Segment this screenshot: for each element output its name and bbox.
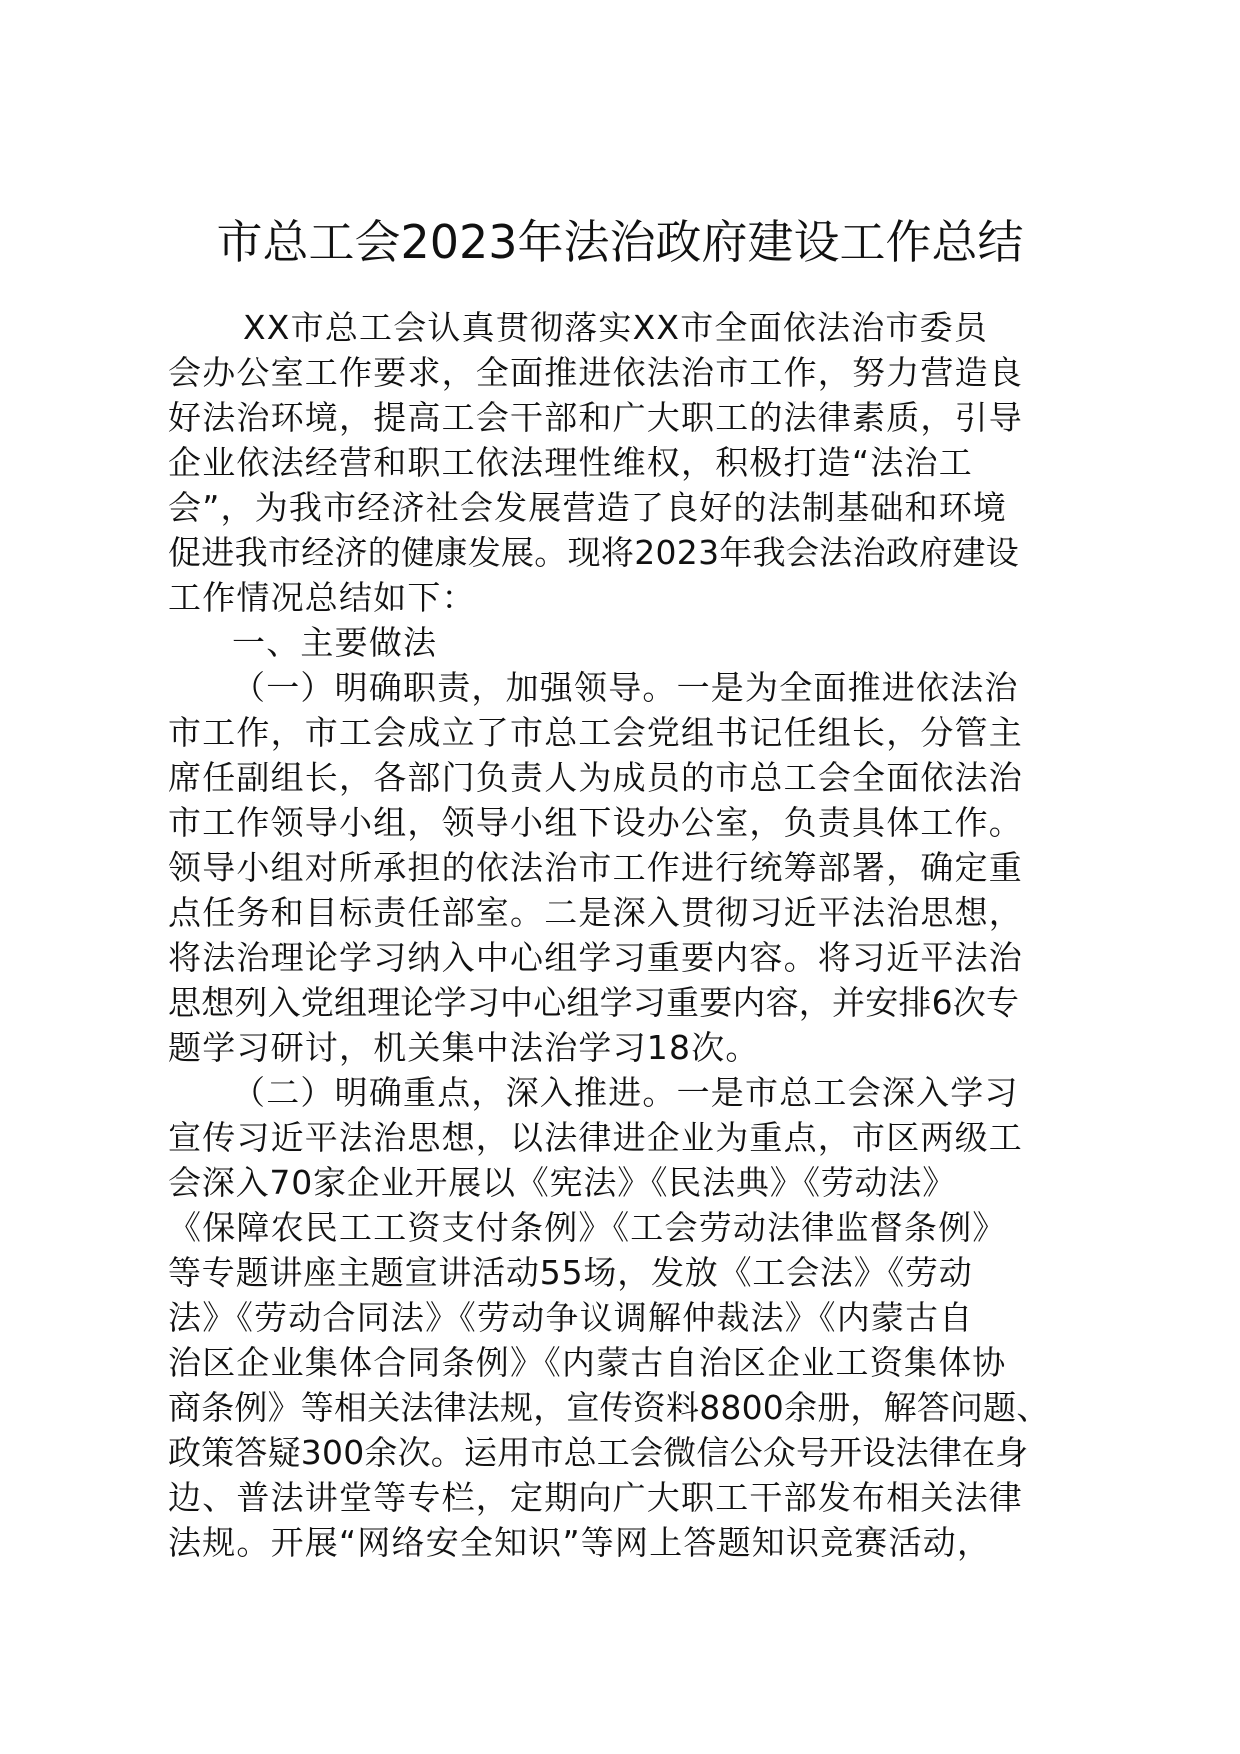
body-line: 治区企业集体合同条例》《内蒙古自治区企业工资集体协 [168, 1343, 1007, 1382]
body-line: 好法治环境，提高工会干部和广大职工的法律素质，引导 [168, 398, 1023, 437]
body-line: 法规。开展“网络安全知识”等网上答题知识竞赛活动， [168, 1523, 992, 1562]
body-line: （一）明确职责，加强领导。一是为全面推进依法治 [232, 668, 1019, 707]
body-line: 将法治理论学习纳入中心组学习重要内容。将习近平法治 [168, 938, 1023, 977]
body-line: 席任副组长，各部门负责人为成员的市总工会全面依法治 [168, 758, 1023, 797]
body-line: 会深入70家企业开展以《宪法》《民法典》《劳动法》 [168, 1163, 956, 1202]
body-line: 边、普法讲堂等专栏，定期向广大职工干部发布相关法律 [168, 1478, 1023, 1517]
body-line: 工作情况总结如下： [168, 578, 476, 617]
body-line: 宣传习近平法治思想，以法律进企业为重点，市区两级工 [168, 1118, 1023, 1157]
body-line: 等专题讲座主题宣讲活动55场，发放《工会法》《劳动 [168, 1253, 973, 1292]
body-line: 市工作领导小组，领导小组下设办公室，负责具体工作。 [168, 803, 1023, 842]
body-line: （二）明确重点，深入推进。一是市总工会深入学习 [232, 1073, 1019, 1112]
body-line: 《保障农民工工资支付条例》《工会劳动法律监督条例》 [168, 1208, 1007, 1247]
body-line: 题学习研讨，机关集中法治学习18次。 [168, 1028, 760, 1067]
body-line: 点任务和目标责任部室。二是深入贯彻习近平法治思想， [168, 893, 1023, 932]
body-line: 企业依法经营和职工依法理性维权，积极打造“法治工 [168, 443, 973, 482]
body-line: 会”，为我市经济社会发展营造了良好的法制基础和环境 [168, 488, 1008, 527]
body-line: XX市总工会认真贯彻落实XX市全面依法治市委员 [243, 308, 989, 347]
body-line: 会办公室工作要求，全面推进依法治市工作，努力营造良 [168, 353, 1023, 392]
document-title: 市总工会2023年法治政府建设工作总结 [216, 215, 1024, 269]
body-line: 商条例》等相关法律法规，宣传资料8800余册，解答问题、 [168, 1388, 1050, 1427]
body-line: 市工作，市工会成立了市总工会党组书记任组长，分管主 [168, 713, 1023, 752]
body-line: 促进我市经济的健康发展。现将2023年我会法治政府建设 [168, 533, 1020, 572]
section-heading: 一、主要做法 [232, 623, 438, 662]
body-line: 法》《劳动合同法》《劳动争议调解仲裁法》《内蒙古自 [168, 1298, 974, 1337]
body-line: 领导小组对所承担的依法治市工作进行统筹部署，确定重 [168, 848, 1023, 887]
body-line: 思想列入党组理论学习中心组学习重要内容，并安排6次专 [168, 983, 1020, 1022]
body-line: 政策答疑300余次。运用市总工会微信公众号开设法律在身 [168, 1433, 1029, 1472]
